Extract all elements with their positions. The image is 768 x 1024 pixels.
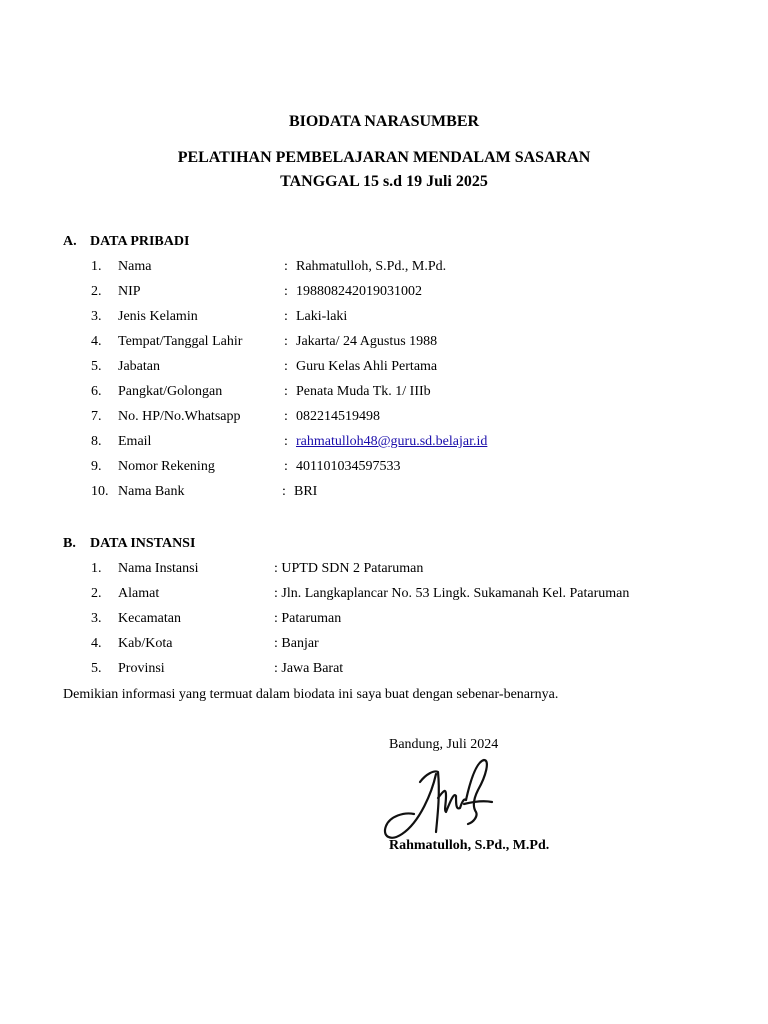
row-label: Jenis Kelamin	[118, 309, 198, 324]
row-value: 198808242019031002	[296, 284, 422, 299]
document-subtitle-line2: TANGGAL 15 s.d 19 Juli 2025	[280, 173, 488, 190]
email-link[interactable]: rahmatulloh48@guru.sd.belajar.id	[296, 434, 488, 449]
row-number: 1.	[91, 259, 102, 274]
section-b-letter: B.	[63, 536, 76, 551]
institution-row-address	[0, 586, 768, 606]
signer-name: Rahmatulloh, S.Pd., M.Pd.	[389, 838, 550, 853]
row-label: Nama Bank	[118, 484, 185, 499]
row-number: 2.	[91, 284, 102, 299]
row-value: : Jawa Barat	[274, 661, 344, 676]
row-value: BRI	[294, 484, 318, 499]
row-label: Alamat	[118, 586, 160, 601]
row-label: No. HP/No.Whatsapp	[118, 409, 241, 424]
row-value: : Jln. Langkaplancar No. 53 Lingk. Sukamanah Kel. Pataruman	[274, 586, 630, 601]
row-separator: :	[284, 259, 288, 274]
row-label: Kecamatan	[118, 611, 181, 626]
row-value: : Banjar	[274, 636, 319, 651]
personal-data-row-account	[0, 459, 768, 479]
row-number: 4.	[91, 334, 102, 349]
row-number: 2.	[91, 586, 102, 601]
row-value: Jakarta/ 24 Agustus 1988	[296, 334, 438, 349]
row-label: Nomor Rekening	[118, 459, 215, 474]
institution-row-province	[0, 661, 768, 681]
row-value: : Pataruman	[274, 611, 342, 626]
row-label: NIP	[118, 284, 141, 299]
institution-row-city	[0, 636, 768, 656]
row-number: 5.	[91, 359, 102, 374]
row-value: 082214519498	[296, 409, 380, 424]
row-number: 3.	[91, 611, 102, 626]
closing-statement: Demikian informasi yang termuat dalam biodata ini saya buat dengan sebenar-benarnya.	[63, 687, 559, 702]
row-value: Laki-laki	[296, 309, 348, 324]
row-separator: :	[284, 384, 288, 399]
row-separator: :	[282, 484, 286, 499]
institution-row-district	[0, 611, 768, 631]
row-value: Rahmatulloh, S.Pd., M.Pd.	[296, 259, 447, 274]
section-b-title: DATA INSTANSI	[90, 536, 196, 551]
row-number: 5.	[91, 661, 102, 676]
row-value: : UPTD SDN 2 Pataruman	[274, 561, 424, 576]
signature-image	[380, 752, 500, 842]
row-number: 10.	[91, 484, 109, 499]
row-separator: :	[284, 459, 288, 474]
row-label: Tempat/Tanggal Lahir	[118, 334, 243, 349]
row-separator: :	[284, 434, 288, 449]
section-a-title: DATA PRIBADI	[90, 234, 190, 249]
row-value: Guru Kelas Ahli Pertama	[296, 359, 438, 374]
section-a-letter: A.	[63, 234, 77, 249]
row-separator: :	[284, 409, 288, 424]
row-label: Kab/Kota	[118, 636, 173, 651]
document-title: BIODATA NARASUMBER	[288, 113, 480, 130]
row-separator: :	[284, 359, 288, 374]
row-number: 9.	[91, 459, 102, 474]
row-label: Nama	[118, 259, 152, 274]
row-number: 1.	[91, 561, 102, 576]
row-separator: :	[284, 309, 288, 324]
row-number: 4.	[91, 636, 102, 651]
institution-row-name	[0, 561, 768, 581]
personal-data-row-position	[0, 359, 768, 379]
document-subtitle-line1: PELATIHAN PEMBELAJARAN MENDALAM SASARAN	[177, 149, 591, 166]
row-number: 6.	[91, 384, 102, 399]
personal-data-row-rank	[0, 384, 768, 404]
row-separator: :	[284, 284, 288, 299]
row-number: 3.	[91, 309, 102, 324]
personal-data-row-email	[0, 434, 768, 454]
row-label: Jabatan	[118, 359, 160, 374]
place-date: Bandung, Juli 2024	[389, 737, 499, 752]
personal-data-row-nip	[0, 284, 768, 304]
personal-data-row-phone	[0, 409, 768, 429]
row-separator: :	[284, 334, 288, 349]
row-value: Penata Muda Tk. 1/ IIIb	[296, 384, 431, 399]
row-label: Nama Instansi	[118, 561, 199, 576]
row-label: Pangkat/Golongan	[118, 384, 223, 399]
row-label: Email	[118, 434, 152, 449]
personal-data-row-gender	[0, 309, 768, 329]
personal-data-row-birth	[0, 334, 768, 354]
row-label: Provinsi	[118, 661, 165, 676]
row-value: 401101034597533	[296, 459, 401, 474]
personal-data-row-name	[0, 259, 768, 279]
row-number: 8.	[91, 434, 102, 449]
personal-data-row-bank	[0, 484, 768, 504]
row-number: 7.	[91, 409, 102, 424]
